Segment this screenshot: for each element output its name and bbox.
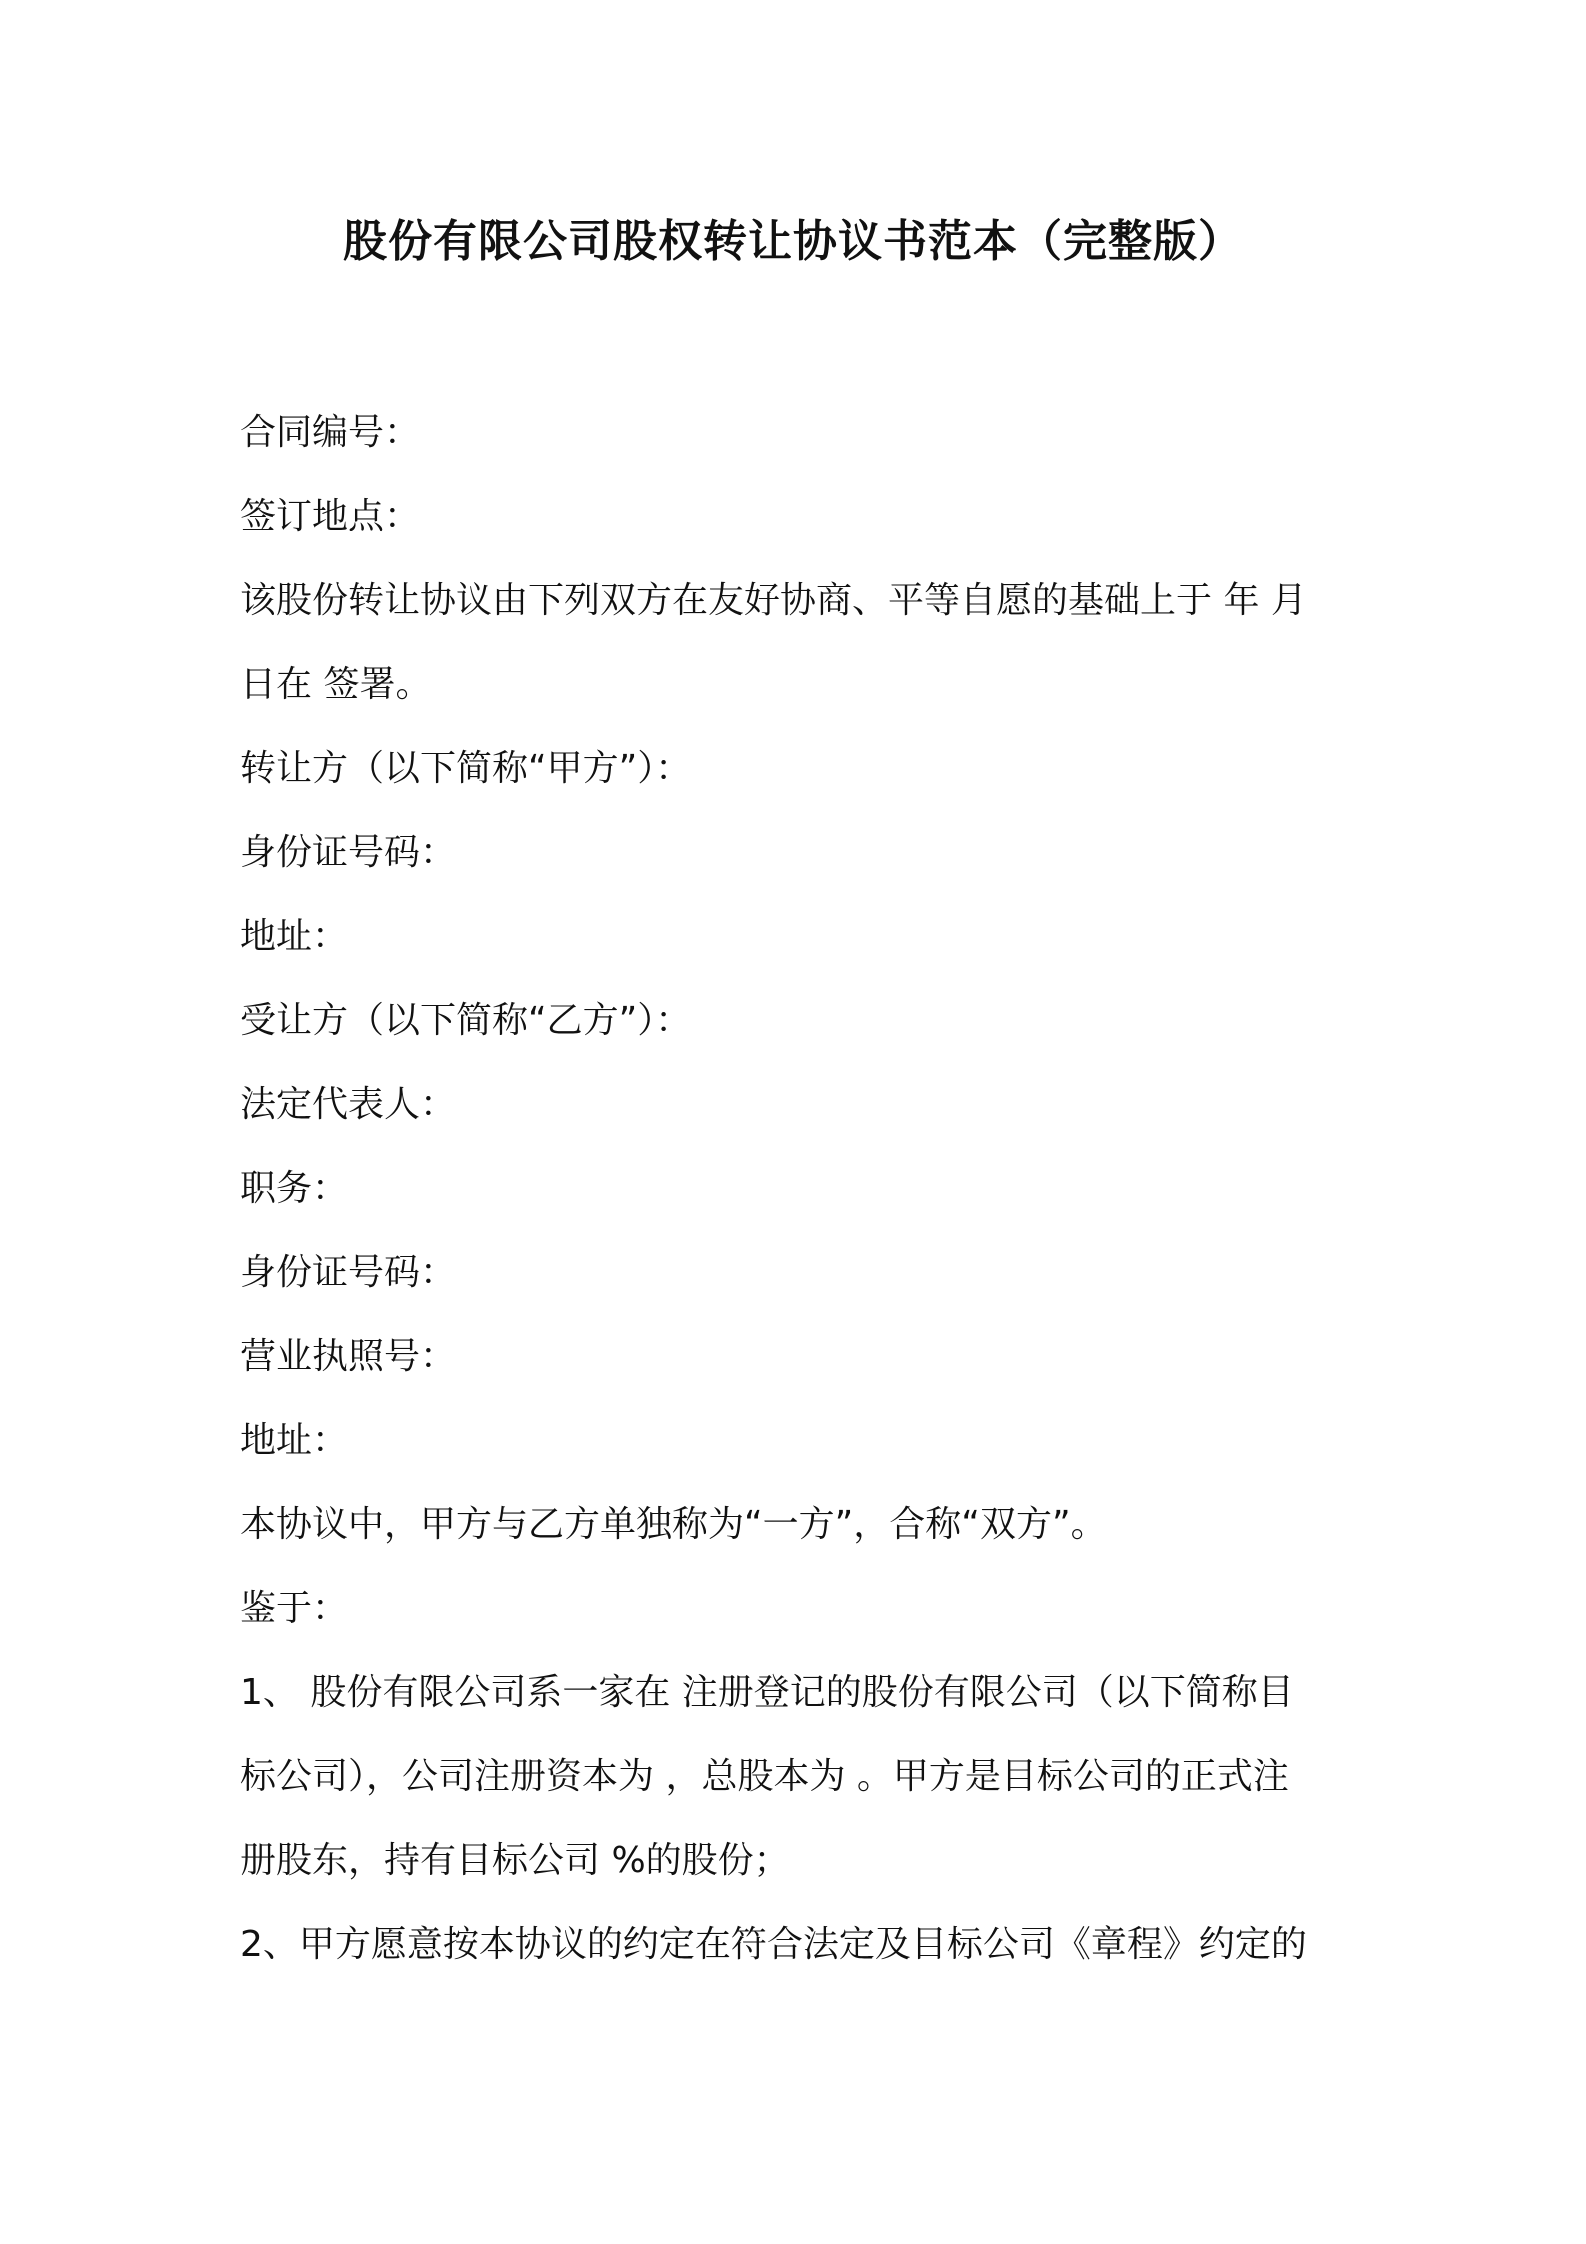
document-title: 股份有限公司股权转让协议书范本（完整版） (343, 216, 1243, 267)
clause-2-line-1: 2、甲方愿意按本协议的约定在符合法定及目标公司《章程》约定的 (240, 1924, 1307, 1965)
transferor-heading: 转让方（以下简称“甲方”）： (240, 748, 692, 789)
clause-1-line-2: 标公司），公司注册资本为 ，总股本为 。甲方是目标公司的正式注 (240, 1756, 1289, 1797)
clause-1-line-1: 1、 股份有限公司系一家在 注册登记的股份有限公司（以下简称目 (240, 1672, 1294, 1713)
signing-place-field: 签订地点： (240, 496, 421, 537)
transferor-address-field: 地址： (240, 916, 349, 957)
clause-1-line-3: 册股东，持有目标公司 %的股份； (240, 1840, 790, 1881)
transferee-heading: 受让方（以下简称“乙方”）： (240, 1000, 692, 1041)
contract-number-field: 合同编号： (240, 412, 421, 453)
transferee-address-field: 地址： (240, 1420, 349, 1461)
party-definition-line: 本协议中，甲方与乙方单独称为“一方”，合称“双方”。 (240, 1504, 1107, 1545)
document-body (240, 408, 1360, 2004)
transferor-id-field: 身份证号码： (240, 832, 457, 873)
legal-representative-field: 法定代表人： (240, 1084, 457, 1125)
business-license-field: 营业执照号： (240, 1336, 457, 1377)
preamble-line-1: 该股份转让协议由下列双方在友好协商、平等自愿的基础上于 年 月 (240, 580, 1307, 621)
preamble-line-2: 日在 签署。 (240, 664, 432, 705)
transferee-id-field: 身份证号码： (240, 1252, 457, 1293)
whereas-heading: 鉴于： (240, 1588, 349, 1629)
position-field: 职务： (240, 1168, 349, 1209)
